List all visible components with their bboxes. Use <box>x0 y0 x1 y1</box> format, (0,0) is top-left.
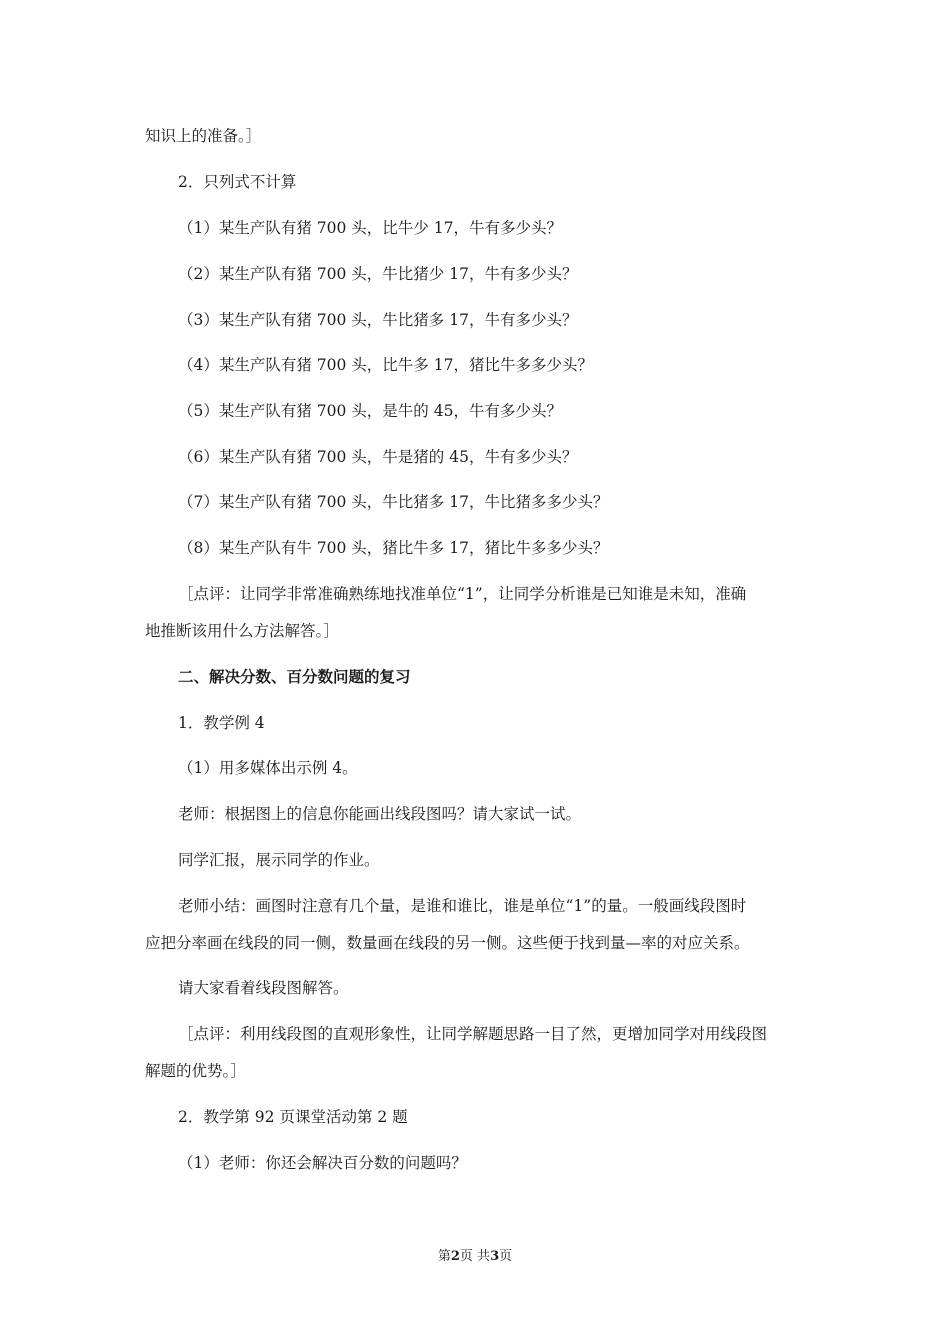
text-line: （1）老师：你还会解决百分数的问题吗？ <box>178 1154 467 1172</box>
footer-total-pages: 3 <box>490 1249 500 1264</box>
comment-line: 地推断该用什么方法解答。］ <box>145 622 339 640</box>
text-line: 同学汇报，展示同学的作业。 <box>178 851 380 869</box>
comment-line: 解题的优势。］ <box>145 1062 246 1080</box>
question-item: （3）某生产队有猪 700 头，牛比猪多 17，牛有多少头？ <box>178 311 578 329</box>
comment-line: ［点评：让同学非常准确熟练地找准单位“1”，让同学分析谁是已知谁是未知，准确 <box>178 585 747 603</box>
section-heading: 1．教学例 4 <box>178 714 265 732</box>
footer-page-number: 2 <box>450 1249 460 1264</box>
text-line: （1）用多媒体出示例 4。 <box>178 759 358 777</box>
text-line: 应把分率画在线段的同一侧，数量画在线段的另一侧。这些便于找到量—率的对应关系。 <box>145 934 750 952</box>
question-item: （5）某生产队有猪 700 头，是牛的 45，牛有多少头？ <box>178 402 562 420</box>
footer-middle: 页 共 <box>459 1249 491 1264</box>
question-item: （1）某生产队有猪 700 头，比牛少 17，牛有多少头？ <box>178 219 562 237</box>
question-item: （2）某生产队有猪 700 头，牛比猪少 17，牛有多少头？ <box>178 265 578 283</box>
footer-prefix: 第 <box>437 1249 451 1264</box>
question-item: （7）某生产队有猪 700 头，牛比猪多 17，牛比猪多多少头？ <box>178 493 609 511</box>
text-line: 老师：根据图上的信息你能画出线段图吗？请大家试一试。 <box>178 805 582 823</box>
section-title: 二、解决分数、百分数问题的复习 <box>178 668 411 686</box>
text-line: 知识上的准备。］ <box>145 127 262 145</box>
question-item: （8）某生产队有牛 700 头，猪比牛多 17，猪比牛多多少头？ <box>178 539 609 557</box>
comment-line: ［点评：利用线段图的直观形象性，让同学解题思路一目了然，更增加同学对用线段图 <box>178 1025 768 1043</box>
section-heading: 2．只列式不计算 <box>178 173 297 191</box>
question-item: （6）某生产队有猪 700 头，牛是猪的 45，牛有多少头？ <box>178 448 578 466</box>
footer-suffix: 页 <box>499 1249 513 1264</box>
text-line: 老师小结：画图时注意有几个量，是谁和谁比，谁是单位“1”的量。一般画线段图时 <box>178 897 747 915</box>
section-heading: 2．教学第 92 页课堂活动第 2 题 <box>178 1108 408 1126</box>
text-line: 请大家看着线段图解答。 <box>178 979 349 997</box>
question-item: （4）某生产队有猪 700 头，比牛多 17，猪比牛多多少头？ <box>178 356 593 374</box>
page-footer <box>0 1248 950 1266</box>
